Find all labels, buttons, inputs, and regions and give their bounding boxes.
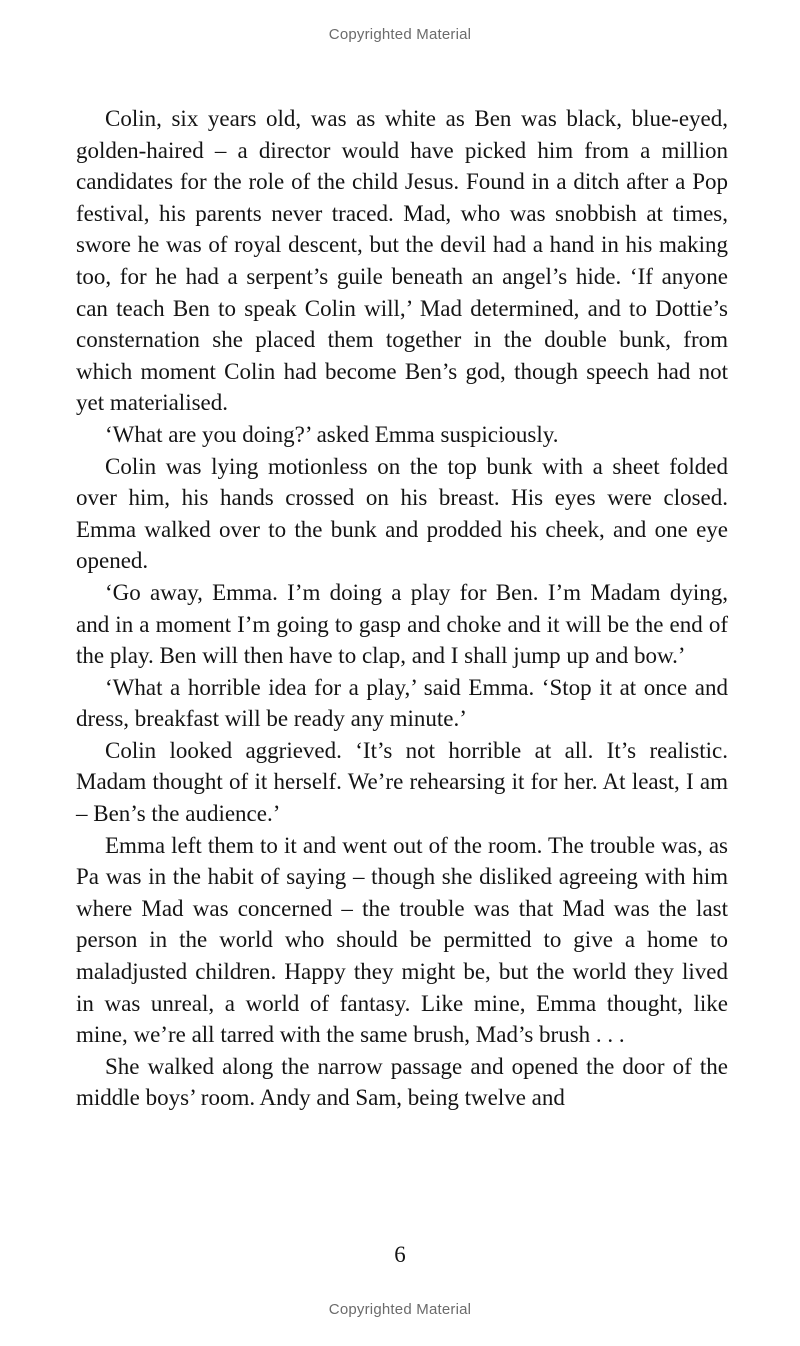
paragraph: Colin, six years old, was as white as Ben was black, blue-eyed, golden-haired – a director would have picked him from a million candidates for the role of the child Jesus. Found in a ditch after a Pop festival, his parents never traced. Mad, who was snobbish at times, swore he was of royal descent, but the devil had a hand in his making too, for he had a serpent’s guile beneath an angel’s hide. ‘If anyone can teach Ben to speak Colin will,’ Mad determined, and to Dottie’s consternation she placed them together in the double bunk, from which moment Colin had become Ben’s god, though speech had not yet materialised. — [76, 106, 728, 416]
paragraph: Emma left them to it and went out of the room. The trouble was, as Pa was in the habit of saying – though she disliked agreeing with him where Mad was concerned – the trouble was that Mad was the last person in the world who should be permitted to give a home to maladjusted children. Happy they might be, but the world they lived in was unreal, a world of fantasy. Like mine, Emma thought, like mine, we’re all tarred with the same brush, Mad’s brush . . . — [76, 832, 728, 1048]
copyright-watermark-bottom: Copyrighted Material — [328, 1301, 472, 1318]
page-number: 6 — [394, 1242, 406, 1267]
paragraph: Colin was lying motionless on the top bunk with a sheet folded over him, his hands crossed on his breast. His eyes were closed. Emma walked over to the bunk and prodded his cheek, and one eye opened. — [76, 453, 728, 574]
paragraph: ‘Go away, Emma. I’m doing a play for Ben. I’m Madam dying, and in a moment I’m going to gasp and choke and it will be the end of the play. Ben will then have to clap, and I shall jump up and bow.’ — [76, 579, 728, 669]
paragraph: ‘What a horrible idea for a play,’ said Emma. ‘Stop it at once and dress, breakfast will be ready any minute.’ — [76, 674, 728, 732]
paragraph: ‘What are you doing?’ asked Emma suspiciously. — [105, 421, 559, 447]
page-body-text — [76, 103, 728, 1114]
paragraph: Colin looked aggrieved. ‘It’s not horrible at all. It’s realistic. Madam thought of it herself. We’re rehearsing it for her. At least, I am – Ben’s the audience.’ — [76, 737, 728, 827]
paragraph: She walked along the narrow passage and opened the door of the middle boys’ room. Andy and Sam, being twelve and — [76, 1053, 728, 1111]
copyright-watermark-top: Copyrighted Material — [328, 26, 472, 43]
